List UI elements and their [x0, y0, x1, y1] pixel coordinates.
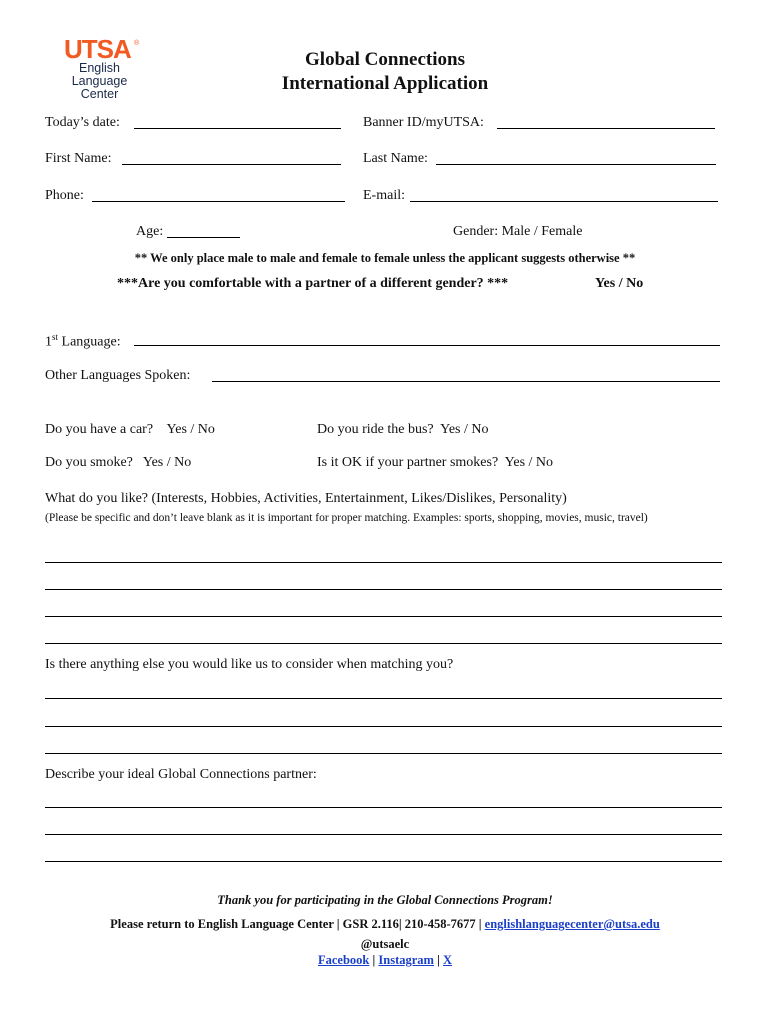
- return-instructions: [0, 917, 770, 932]
- likes-answer-line[interactable]: [45, 562, 722, 563]
- title-line2: International Application: [281, 73, 489, 94]
- bus-question[interactable]: Do you ride the bus? Yes / No: [317, 422, 489, 437]
- first-language-prefix: 1: [45, 334, 52, 350]
- car-question[interactable]: Do you have a car? Yes / No: [45, 422, 215, 437]
- other-languages-field[interactable]: [212, 381, 720, 382]
- phone-field[interactable]: [92, 201, 345, 202]
- phone-label: Phone:: [45, 188, 84, 203]
- first-name-field[interactable]: [122, 164, 341, 165]
- likes-note: (Please be specific and don’t leave blank as it is important for proper matching. Examples: sports, shopping, movies, music, travel): [45, 512, 648, 524]
- consider-question: Is there anything else you would like us to consider when matching you?: [45, 657, 454, 672]
- consider-answer-line[interactable]: [45, 698, 722, 699]
- facebook-link[interactable]: Facebook: [317, 953, 370, 967]
- social-separator: |: [433, 953, 443, 967]
- partner-gender-answer[interactable]: Yes / No: [595, 276, 644, 291]
- social-links: [0, 953, 770, 968]
- partner-gender-question: ***Are you comfortable with a partner of a different gender? ***: [117, 276, 509, 291]
- ideal-partner-answer-line[interactable]: [45, 807, 722, 808]
- first-language-label: [45, 332, 121, 351]
- ideal-partner-answer-line[interactable]: [45, 861, 722, 862]
- thank-you-message: Thank you for participating in the Global Connections Program!: [217, 893, 553, 907]
- title-line1: Global Connections: [305, 49, 465, 70]
- logo-trademark: ®: [134, 40, 140, 47]
- logo-line2: Language Center: [71, 74, 128, 101]
- ideal-partner-question: Describe your ideal Global Connections partner:: [45, 767, 317, 782]
- email-field[interactable]: [410, 201, 718, 202]
- x-link[interactable]: X: [442, 953, 452, 967]
- first-language-suffix: Language:: [58, 334, 121, 350]
- likes-answer-line[interactable]: [45, 589, 722, 590]
- ideal-partner-answer-line[interactable]: [45, 834, 722, 835]
- email-label: E-mail:: [363, 188, 405, 203]
- first-language-sup: st: [52, 332, 59, 342]
- todays-date-label: Today’s date:: [45, 115, 120, 130]
- email-link[interactable]: englishlanguagecenter@utsa.edu: [484, 917, 660, 931]
- partner-smokes-question[interactable]: Is it OK if your partner smokes? Yes / No: [317, 455, 554, 470]
- consider-answer-line[interactable]: [45, 726, 722, 727]
- social-handle: @utsaelc: [360, 937, 410, 951]
- smoke-question[interactable]: Do you smoke? Yes / No: [45, 455, 192, 470]
- other-languages-label: Other Languages Spoken:: [45, 368, 191, 383]
- banner-id-field[interactable]: [497, 128, 715, 129]
- last-name-field[interactable]: [436, 164, 716, 165]
- first-language-field[interactable]: [134, 345, 720, 346]
- likes-answer-line[interactable]: [45, 616, 722, 617]
- consider-answer-line[interactable]: [45, 753, 722, 754]
- logo-line1: English: [79, 61, 120, 75]
- return-text: Please return to English Language Center | GSR 2.116| 210-458-7677 |: [110, 917, 485, 931]
- age-field[interactable]: [167, 237, 240, 238]
- likes-heading: What do you like? (Interests, Hobbies, Activities, Entertainment, Likes/Dislikes, Personality): [45, 491, 567, 506]
- likes-answer-line[interactable]: [45, 643, 722, 644]
- banner-id-label: Banner ID/myUTSA:: [363, 115, 484, 130]
- instagram-link[interactable]: Instagram: [378, 953, 434, 967]
- last-name-label: Last Name:: [363, 151, 428, 166]
- first-name-label: First Name:: [45, 151, 112, 166]
- logo-brand: UTSA: [64, 34, 131, 64]
- placement-notice: ** We only place male to male and female to female unless the applicant suggests otherwise **: [134, 251, 636, 265]
- social-separator: |: [369, 953, 379, 967]
- age-label: Age:: [136, 224, 164, 239]
- todays-date-field[interactable]: [134, 128, 341, 129]
- gender-label[interactable]: Gender: Male / Female: [453, 224, 583, 239]
